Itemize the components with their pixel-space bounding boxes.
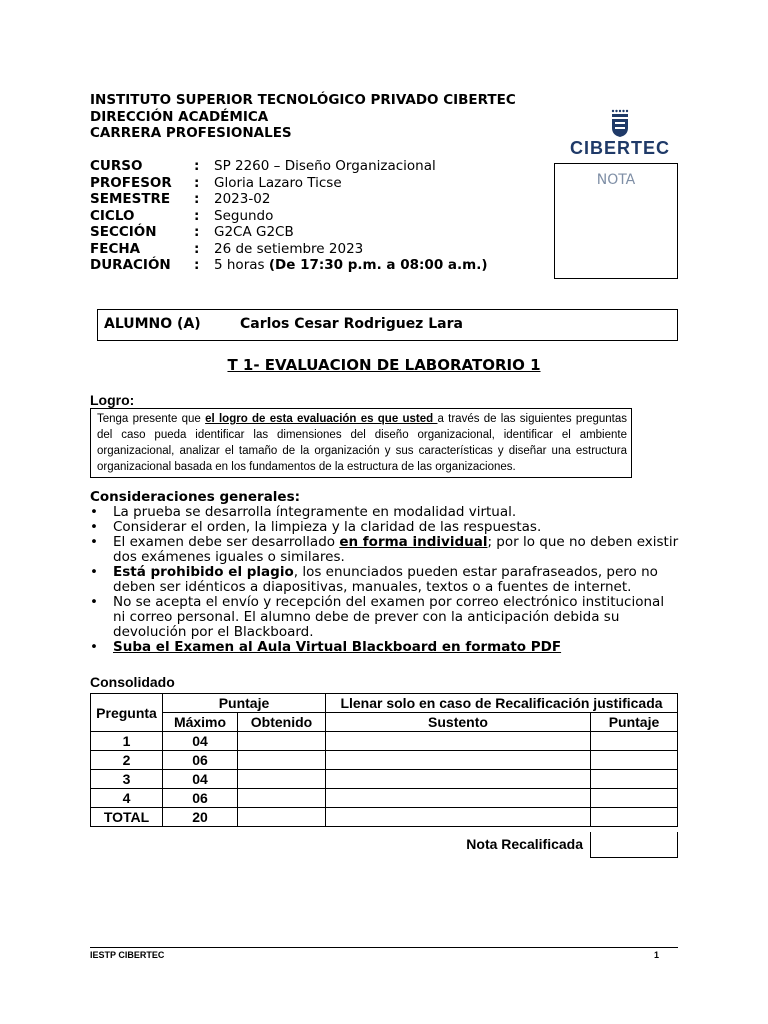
considerations-list: [90, 505, 680, 655]
info-label: PROFESOR: [90, 174, 172, 191]
cell-pregunta: 2: [91, 751, 163, 770]
info-row-seccion: [90, 224, 488, 241]
header-recalificacion: Llenar solo en caso de Recalificación justificada: [326, 694, 678, 713]
info-value: G2CA G2CB: [214, 224, 294, 240]
cell-maximo: 06: [163, 751, 238, 770]
item-emphasis: Suba el Examen al Aula Virtual Blackboard en formato PDF: [113, 639, 562, 655]
info-row-curso: [90, 158, 488, 175]
cell-obtenido[interactable]: [238, 751, 326, 770]
info-separator: :: [194, 240, 200, 257]
cell-obtenido[interactable]: [238, 732, 326, 751]
considerations-heading: Consideraciones generales:: [90, 489, 301, 505]
logro-text-before: Tenga presente que: [97, 413, 206, 425]
table-row-total: [91, 808, 678, 827]
info-separator: :: [194, 191, 200, 207]
info-value: 26 de setiembre 2023: [214, 240, 364, 257]
info-label: DURACIÓN: [90, 257, 171, 273]
exam-title: [0, 356, 768, 374]
list-item: [90, 535, 680, 565]
cell-maximo: 04: [163, 732, 238, 751]
nota-box: [554, 163, 678, 279]
grades-table: [90, 693, 678, 827]
logo-wordmark: CIBERTEC: [570, 138, 671, 158]
info-value: 2023-02: [214, 191, 271, 207]
cell-puntaje[interactable]: [591, 808, 678, 827]
duration-hours: 5 horas: [214, 257, 269, 273]
cell-obtenido[interactable]: [238, 770, 326, 789]
cell-sustento[interactable]: [326, 732, 591, 751]
item-text: Considerar el orden, la limpieza y la claridad de las respuestas.: [113, 519, 542, 535]
item-text: El examen debe ser desarrollado: [113, 534, 340, 550]
item-emphasis: en forma individual: [339, 534, 488, 550]
cell-pregunta: TOTAL: [91, 808, 163, 827]
logro-text-after: a través de las siguientes preguntas del caso pueda identificar las dimensiones del diseño organizacional, identificar el ambiente organizacional, analizar el tamaño de la organización y sus características y diseñar una estructura organizacional basada en los fundamentos de la estructura de las organizaciones.: [97, 413, 627, 473]
info-separator: :: [194, 207, 200, 224]
table-subheader-row: [91, 713, 678, 732]
logro-box: [90, 408, 632, 478]
page-number: 1: [654, 950, 660, 960]
table-row: [91, 789, 678, 808]
cibertec-logo: [570, 108, 670, 158]
info-value: Segundo: [214, 207, 274, 224]
info-label: FECHA: [90, 240, 141, 257]
nota-recalificada-box[interactable]: [590, 832, 678, 858]
list-item: [90, 640, 680, 655]
footer-institution: IESTP CIBERTEC: [90, 950, 165, 960]
info-value: SP 2260 – Diseño Organizacional: [214, 158, 436, 174]
info-row-profesor: [90, 175, 488, 192]
footer-divider: [90, 947, 678, 948]
career-line: CARRERA PROFESIONALES: [90, 125, 292, 141]
list-item: [90, 505, 680, 520]
header-obtenido: Obtenido: [238, 713, 326, 732]
header-puntaje: Puntaje: [163, 694, 326, 713]
cell-obtenido[interactable]: [238, 789, 326, 808]
info-label: CURSO: [90, 158, 143, 174]
info-value: [214, 257, 488, 274]
item-emphasis: Está prohibido el plagio: [113, 564, 294, 580]
header-maximo: Máximo: [163, 713, 238, 732]
student-name: Carlos Cesar Rodriguez Lara: [240, 316, 463, 332]
cell-sustento[interactable]: [326, 789, 591, 808]
student-box: [97, 309, 678, 341]
item-text: La prueba se desarrolla íntegramente en modalidad virtual.: [113, 504, 517, 520]
logro-heading: Logro:: [90, 392, 135, 408]
institution-name: INSTITUTO SUPERIOR TECNOLÓGICO PRIVADO CIBERTEC: [90, 92, 516, 108]
info-separator: :: [194, 257, 200, 273]
info-label: SECCIÓN: [90, 224, 157, 240]
info-row-duracion: [90, 257, 488, 274]
cell-maximo: 20: [163, 808, 238, 827]
cell-sustento[interactable]: [326, 770, 591, 789]
cell-pregunta: 3: [91, 770, 163, 789]
info-row-fecha: [90, 241, 488, 258]
table-header-row: [91, 694, 678, 713]
cell-pregunta: 4: [91, 789, 163, 808]
header-pregunta: Pregunta: [91, 694, 163, 732]
cell-maximo: 06: [163, 789, 238, 808]
duration-window: (De 17:30 p.m. a 08:00 a.m.): [268, 257, 488, 273]
item-text-after: , los enunciados pueden estar parafraseados, pero no deben ser idénticos a diapositivas, manuales, textos o a fuentes de internet.: [113, 564, 658, 595]
info-separator: :: [194, 224, 200, 240]
info-value: Gloria Lazaro Ticse: [214, 174, 342, 191]
header-puntaje-recal: Puntaje: [591, 713, 678, 732]
table-row: [91, 732, 678, 751]
cell-sustento[interactable]: [326, 808, 591, 827]
list-item: [90, 565, 680, 595]
header-sustento: Sustento: [326, 713, 591, 732]
cell-pregunta: 1: [91, 732, 163, 751]
list-item: [90, 595, 680, 640]
cell-puntaje[interactable]: [591, 751, 678, 770]
cell-puntaje[interactable]: [591, 732, 678, 751]
info-label: SEMESTRE: [90, 191, 171, 207]
item-text-after: ; por lo que no deben existir dos exámenes iguales o similares.: [113, 534, 679, 565]
cell-puntaje[interactable]: [591, 770, 678, 789]
table-row: [91, 751, 678, 770]
info-row-semestre: [90, 191, 488, 208]
student-label: ALUMNO (A): [104, 316, 201, 332]
info-separator: :: [194, 158, 200, 174]
cell-sustento[interactable]: [326, 751, 591, 770]
info-separator: :: [194, 174, 200, 191]
cell-puntaje[interactable]: [591, 789, 678, 808]
cell-obtenido[interactable]: [238, 808, 326, 827]
consolidado-heading: Consolidado: [90, 674, 175, 690]
exam-title-text: T 1- EVALUACION DE LABORATORIO 1: [227, 356, 541, 374]
academic-direction: DIRECCIÓN ACADÉMICA: [90, 108, 269, 125]
logro-text-emphasis: el logro de esta evaluación es que usted: [205, 413, 438, 425]
institution-header: [90, 92, 516, 142]
nota-recalificada-label: Nota Recalificada: [466, 836, 583, 852]
item-text: No se acepta el envío y recepción del examen por correo electrónico institucional ni correo personal. El alumno debe de prever con la anticipación debida su devolución por el Blackboard.: [113, 594, 665, 640]
cell-maximo: 04: [163, 770, 238, 789]
nota-label: NOTA: [596, 172, 636, 188]
course-info: [90, 158, 488, 274]
list-item: [90, 520, 680, 535]
nota-recalificada-row: [90, 832, 678, 858]
table-row: [91, 770, 678, 789]
info-label: CICLO: [90, 207, 135, 224]
info-row-ciclo: [90, 208, 488, 225]
